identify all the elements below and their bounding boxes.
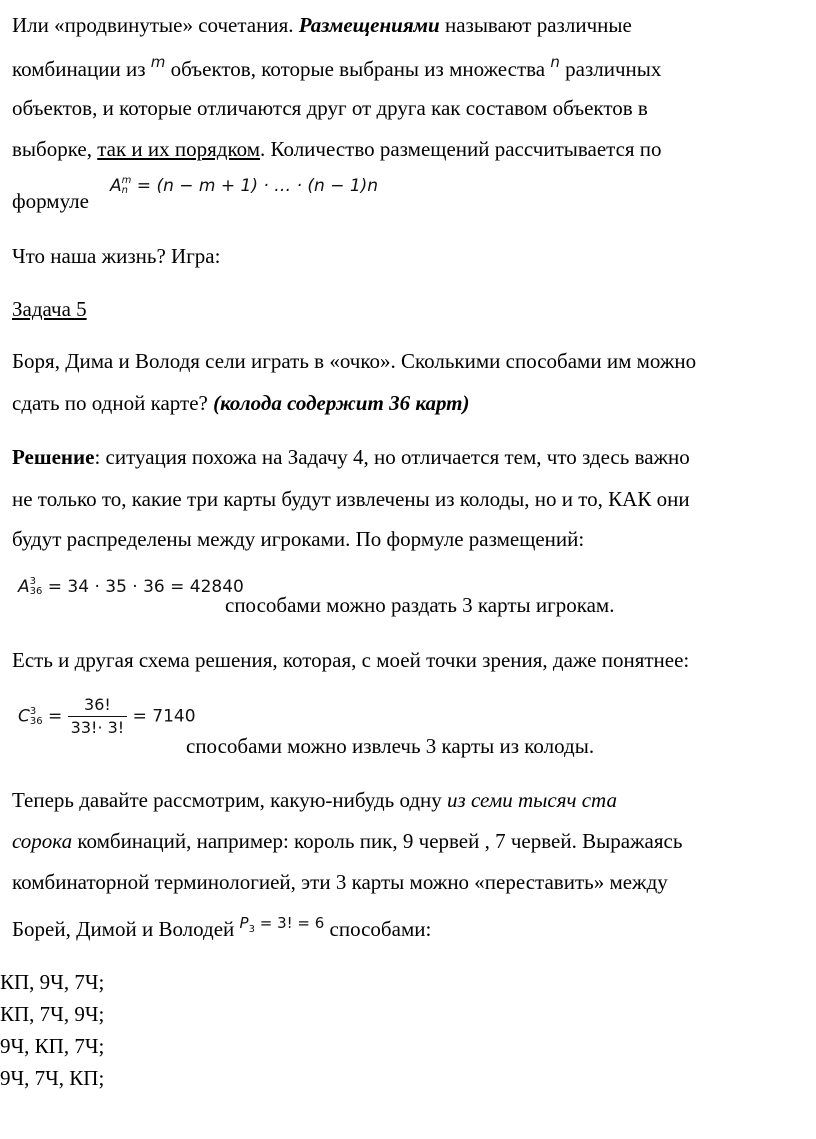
text: Или «продвинутые» сочетания. (12, 13, 299, 37)
formula-subscript: n (121, 185, 128, 196)
paragraph-line: объектов, и которые отличаются друг от друга как составом объектов в (12, 96, 648, 120)
task-title: Задача 5 (12, 297, 87, 321)
text: объектов, которые выбраны из множества (165, 57, 551, 81)
paragraph-line: способами можно раздать 3 карты игрокам. (225, 593, 615, 617)
paragraph-line (12, 134, 662, 164)
formula-subscript: 3 (248, 924, 255, 935)
paragraph-line (12, 914, 431, 953)
list-item: КП, 9Ч, 7Ч; (0, 970, 105, 994)
paragraph-line: Боря, Дима и Володя сели играть в «очко». Сколькими способами им можно (12, 349, 697, 373)
paragraph-line (12, 442, 690, 472)
formula-symbol: C (18, 706, 30, 727)
formula-symbol: P (239, 914, 249, 932)
paragraph-line (12, 826, 682, 856)
text: называют различные (439, 13, 632, 37)
paragraph-line: Есть и другая схема решения, которая, с моей точки зрения, даже понятнее: (12, 648, 690, 672)
text: способами: (324, 917, 432, 941)
fraction-numerator: 36! (68, 694, 128, 717)
text: Теперь давайте рассмотрим, какую-нибудь одну (12, 788, 448, 812)
arrangement-formula (110, 176, 378, 196)
formula-subscript: 36 (29, 715, 43, 727)
paragraph-line: способами можно извлечь 3 карты из колоды. (186, 734, 595, 758)
combination-formula: C 3 36 = $\frac{36!}{33!\cdot 3!}$ = 7140 (18, 695, 196, 737)
paragraph-line (12, 388, 470, 418)
paragraph-line: Что наша жизнь? Игра: (12, 244, 221, 268)
italic-text: сорока (12, 829, 73, 853)
paragraph-line: формуле (12, 189, 89, 213)
formula-result: = 7140 (127, 706, 196, 727)
list-item: КП, 7Ч, 9Ч; (0, 1002, 105, 1026)
paragraph-line: не только то, какие три карты будут извлечены из колоды, но и то, КАК они (12, 487, 690, 511)
fraction-denominator: 33!· 3! (70, 718, 125, 737)
text: . Количество размещений рассчитывается по (260, 137, 662, 161)
paragraph-line (12, 54, 661, 86)
permutation-formula (239, 914, 325, 935)
list-item: 9Ч, 7Ч, КП; (0, 1066, 105, 1090)
formula-symbol: A (110, 176, 122, 196)
list-item: 9Ч, КП, 7Ч; (0, 1034, 105, 1058)
solution-label: Решение (12, 445, 95, 469)
formula-variable-m: m (150, 53, 166, 71)
paragraph-line: комбинаторной терминологией, эти 3 карты можно «переставить» между (12, 870, 668, 894)
italic-note: (колода содержит 36 карт) (213, 391, 470, 415)
text: комбинации из (12, 57, 151, 81)
formula-body: = (n − m + 1) · … · (n − 1)n (131, 176, 379, 196)
formula-superscript: 3 (29, 705, 37, 717)
formula-subscript: 36 (29, 586, 43, 597)
paragraph-line (12, 785, 617, 815)
text: различных (559, 57, 662, 81)
italic-text: из семи тысяч ста (447, 788, 617, 812)
formula-body: = 34 · 35 · 36 = 42840 (42, 577, 244, 597)
text: : ситуация похожа на Задачу 4, но отличается тем, что здесь важно (94, 445, 690, 469)
arrangement-result-formula (18, 577, 244, 597)
paragraph-line (12, 10, 632, 40)
text: комбинаций, например: король пик, 9 червей , 7 червей. Выражаясь (72, 829, 683, 853)
formula-superscript: 3 (29, 576, 37, 587)
formula-body: = 3! = 6 (254, 914, 325, 932)
underlined-text: так и их порядком (97, 137, 261, 161)
paragraph-line: будут распределены между игроками. По формуле размещений: (12, 527, 585, 551)
formula-symbol: A (18, 577, 30, 597)
formula-superscript: m (121, 175, 132, 186)
term-emphasis: Размещениями (298, 13, 440, 37)
formula-fraction (68, 694, 128, 739)
text: выборке, (12, 137, 98, 161)
formula-variable-n: n (550, 53, 560, 71)
text: Борей, Димой и Володей (12, 917, 240, 941)
text: сдать по одной карте? (12, 391, 214, 415)
